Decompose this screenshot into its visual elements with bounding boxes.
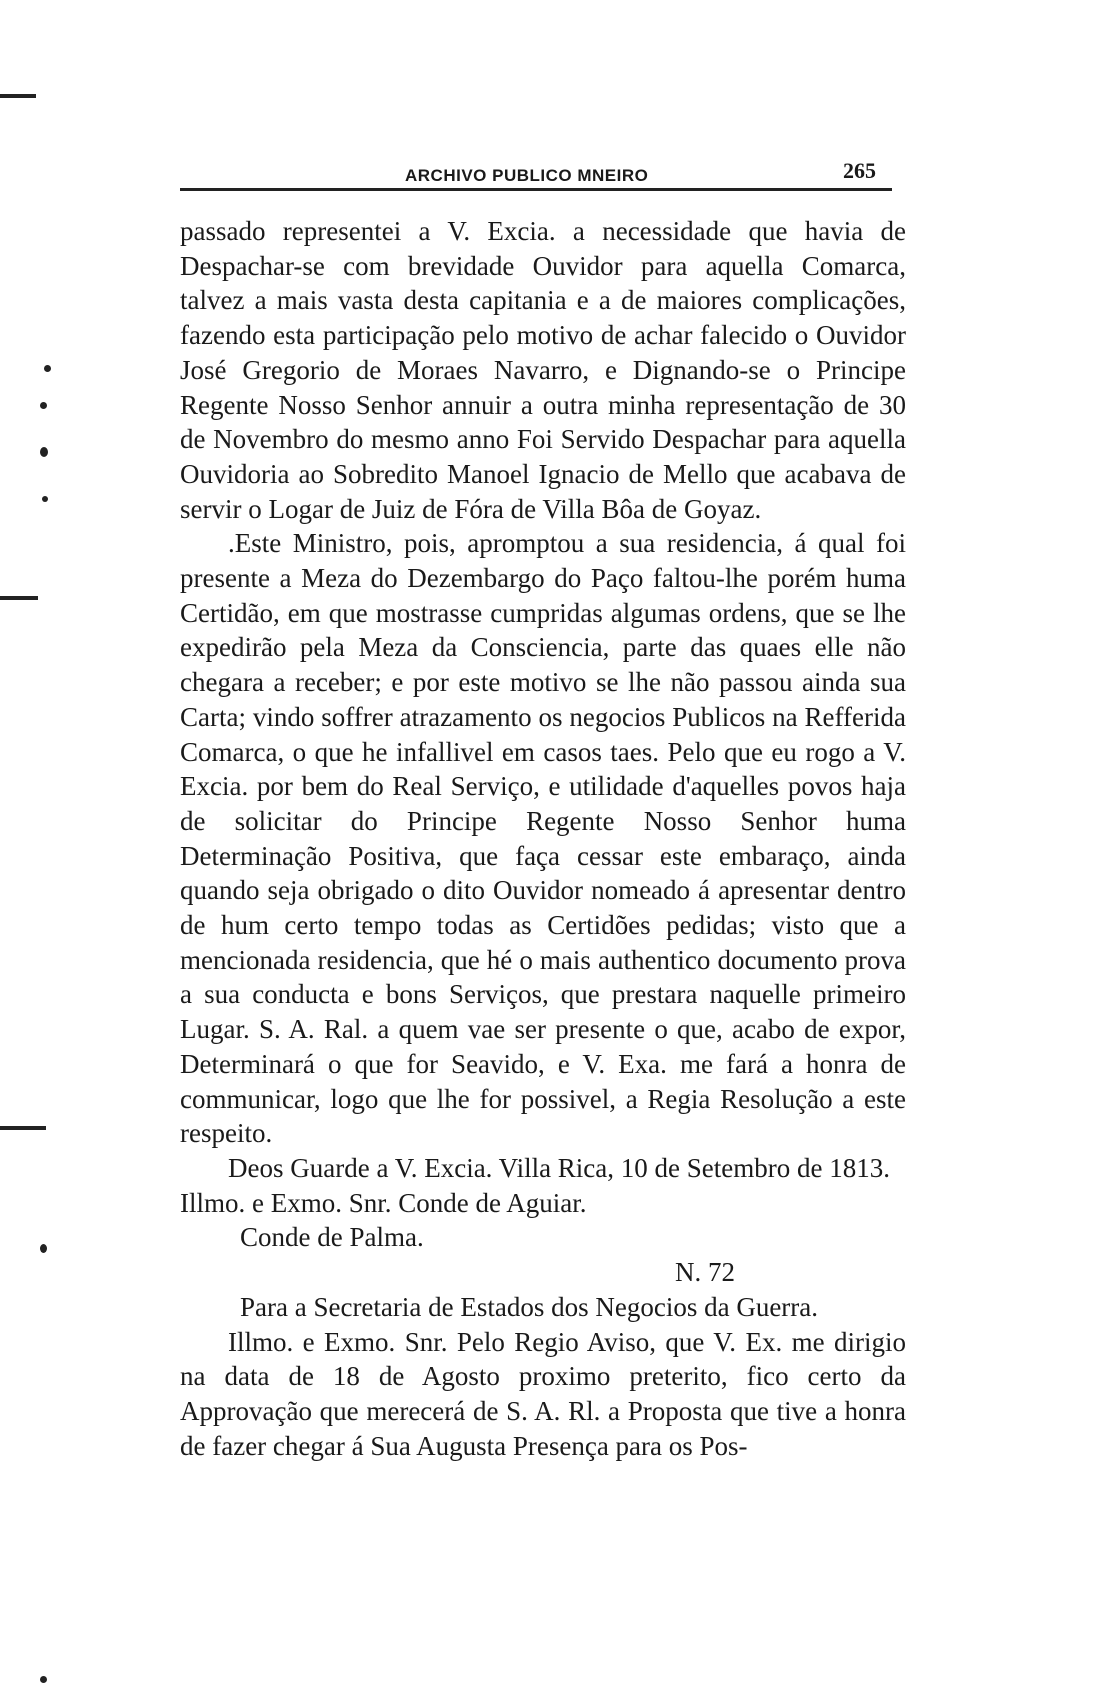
signature-line: Conde de Palma. xyxy=(240,1222,424,1253)
scan-mark xyxy=(40,1676,47,1683)
scan-mark xyxy=(40,1244,47,1253)
scan-mark xyxy=(40,447,48,457)
page-number: 265 xyxy=(843,158,876,183)
scan-mark xyxy=(44,365,51,372)
addressee-line: Illmo. e Exmo. Snr. Conde de Aguiar. xyxy=(180,1187,587,1218)
paragraph-2: .Este Ministro, pois, apromptou a sua residencia, á qual foi presente a Meza do Dezembargo do Paço faltou-lhe porém huma Certidão, em que mostrasse cumpridas algumas ordens, que se lhe expedirão pela Meza da Consciencia, parte das quaes elle não chegara a receber; e por este motivo se lhe não passou ainda sua Carta; vindo soffrer atrazamento os negocios Publicos na Refferida Comarca, o que he infallivel em casos taes. Pelo que eu rogo a V. Excia. por bem do Real Serviço, e utilidade d'aquelles povos haja de solicitar do Principe Regente Nosso Senhor huma Determinação Positiva, que faça cessar este embaraço, ainda quando seja obrigado o dito Ouvidor nomeado á apresentar dentro de hum certo tempo todas as Certidões pedidas; visto que a mencionada residencia, que hé o mais authentico documento prova a sua conducta e bons Serviços, que prestara naquelle primeiro Lugar. S. A. Ral. a quem vae ser presente o que, acabo de expor, Determinará o que for Seavido, e V. Exa. me fará a honra de communicar, logo que lhe for possivel, a Regia Resolução a este respeito. xyxy=(180,528,906,1149)
paragraph-1: passado representei a V. Excia. a necessidade que havia de Despachar-se com brevidade Ouvidor para aquella Comarca, talvez a mais vasta desta capitania e a de maiores complicações, fazendo esta participação pelo motivo de achar falecido o Ouvidor José Gregorio de Moraes Navarro, e Dignando-se o Principe Regente Nosso Senhor annuir a outra minha representação de 30 de Novembro do mesmo anno Foi Servido Despachar para aquella Ouvidoria ao Sobredito Manoel Ignacio de Mello que acabava de servir o Logar de Juiz de Fóra de Villa Bôa de Goyaz. xyxy=(180,216,906,524)
letter-number: N. 72 xyxy=(675,1257,735,1288)
closing-line: Deos Guarde a V. Excia. Villa Rica, 10 de Setembro de 1813. xyxy=(228,1152,890,1183)
scan-mark xyxy=(0,1126,46,1130)
header-rule xyxy=(180,188,892,191)
scan-mark xyxy=(0,94,36,98)
paragraph-3: Illmo. e Exmo. Snr. Pelo Regio Aviso, que V. Ex. me dirigio na data de 18 de Agosto proximo preterito, fico certo da Approvação que merecerá de S. A. Rl. a Proposta que tive a honra de fazer chegar á Sua Augusta Presença para os Pos- xyxy=(180,1326,906,1461)
scan-mark xyxy=(40,402,47,409)
running-header xyxy=(180,158,892,192)
scan-mark xyxy=(0,596,38,600)
document-body xyxy=(180,214,906,1463)
running-title: ARCHIVO PUBLICO MNEIRO xyxy=(405,166,649,185)
scan-mark xyxy=(42,496,48,502)
letter-heading: Para a Secretaria de Estados dos Negocios da Guerra. xyxy=(240,1291,819,1322)
